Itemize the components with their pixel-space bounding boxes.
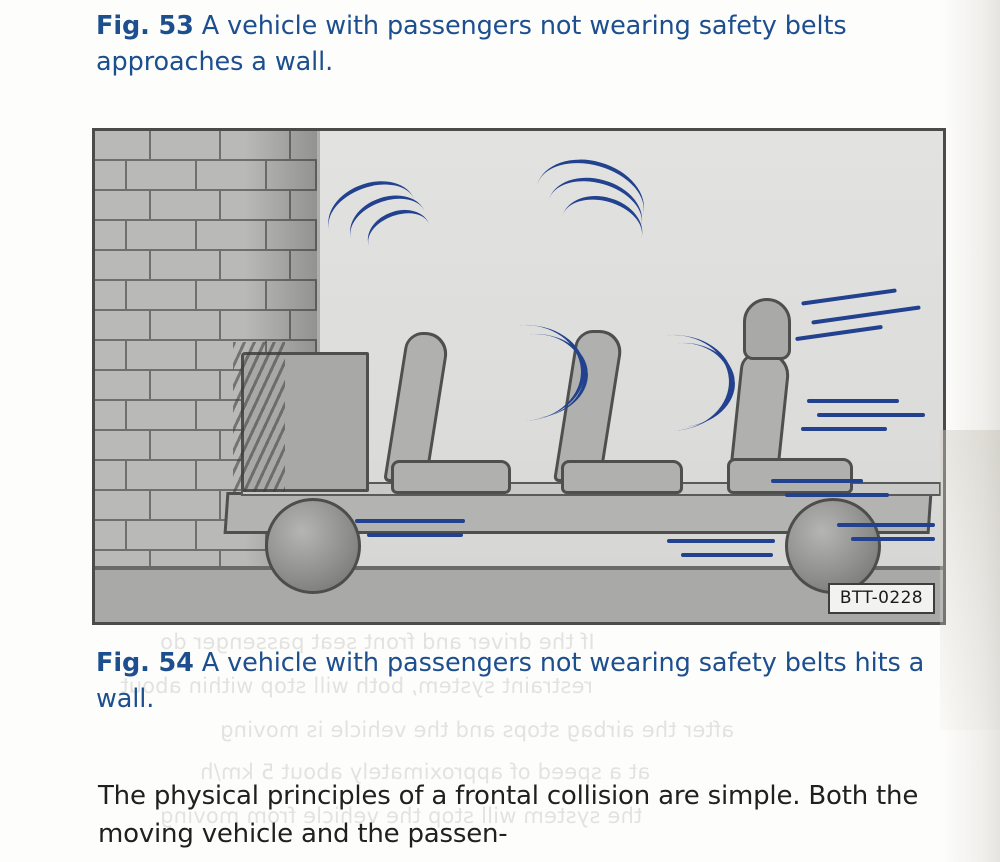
- bleed-text-line: at a speed of approximately about 5 km/h: [200, 760, 651, 784]
- figure-53-label: Fig. 53: [96, 11, 194, 41]
- vehicle-wheel-rear: [265, 498, 361, 594]
- motion-streak: [837, 523, 935, 527]
- motion-streak: [851, 537, 935, 541]
- bleed-text-line: after the airbag stops and the vehicle is moving: [220, 718, 735, 742]
- figure-code-badge: BTT-0228: [828, 583, 935, 614]
- motion-streak: [667, 539, 775, 543]
- figure-54-label: Fig. 54: [96, 648, 194, 678]
- bleed-text-line: the system will stop the vehicle from moving: [160, 804, 643, 828]
- body-paragraph: The physical principles of a frontal collision are simple. Both the moving vehicle and the passen-: [98, 781, 919, 849]
- bleed-text-line: restraint system, both will stop within about: [120, 674, 593, 698]
- seat-headrest-rear: [743, 298, 791, 360]
- motion-streak: [801, 427, 887, 431]
- motion-streak: [817, 413, 925, 417]
- page-edge-shading: [942, 0, 1000, 862]
- seat-cushion-rear: [727, 458, 853, 494]
- crush-damage-texture: [233, 342, 285, 492]
- motion-streak: [681, 553, 773, 557]
- motion-streak: [771, 479, 863, 483]
- seat-cushion-middle: [561, 460, 683, 494]
- figure-54-caption: [96, 645, 926, 717]
- seat-cushion-front: [391, 460, 511, 494]
- figure-illustration: [92, 128, 946, 625]
- motion-streak: [355, 519, 465, 523]
- figure-53-caption: [96, 8, 916, 80]
- motion-streak: [807, 399, 899, 403]
- motion-streak: [367, 533, 463, 537]
- figure-54-caption-text: A vehicle with passengers not wearing safety belts hits a wall.: [96, 648, 925, 715]
- vehicle-wheel-front: [785, 498, 881, 594]
- motion-streak: [785, 493, 889, 497]
- figure-53-caption-text: A vehicle with passengers not wearing safety belts approaches a wall.: [96, 11, 847, 78]
- bleed-text-line: If the driver and front seat passenger do: [160, 630, 595, 654]
- page-curl-shading: [940, 430, 1000, 730]
